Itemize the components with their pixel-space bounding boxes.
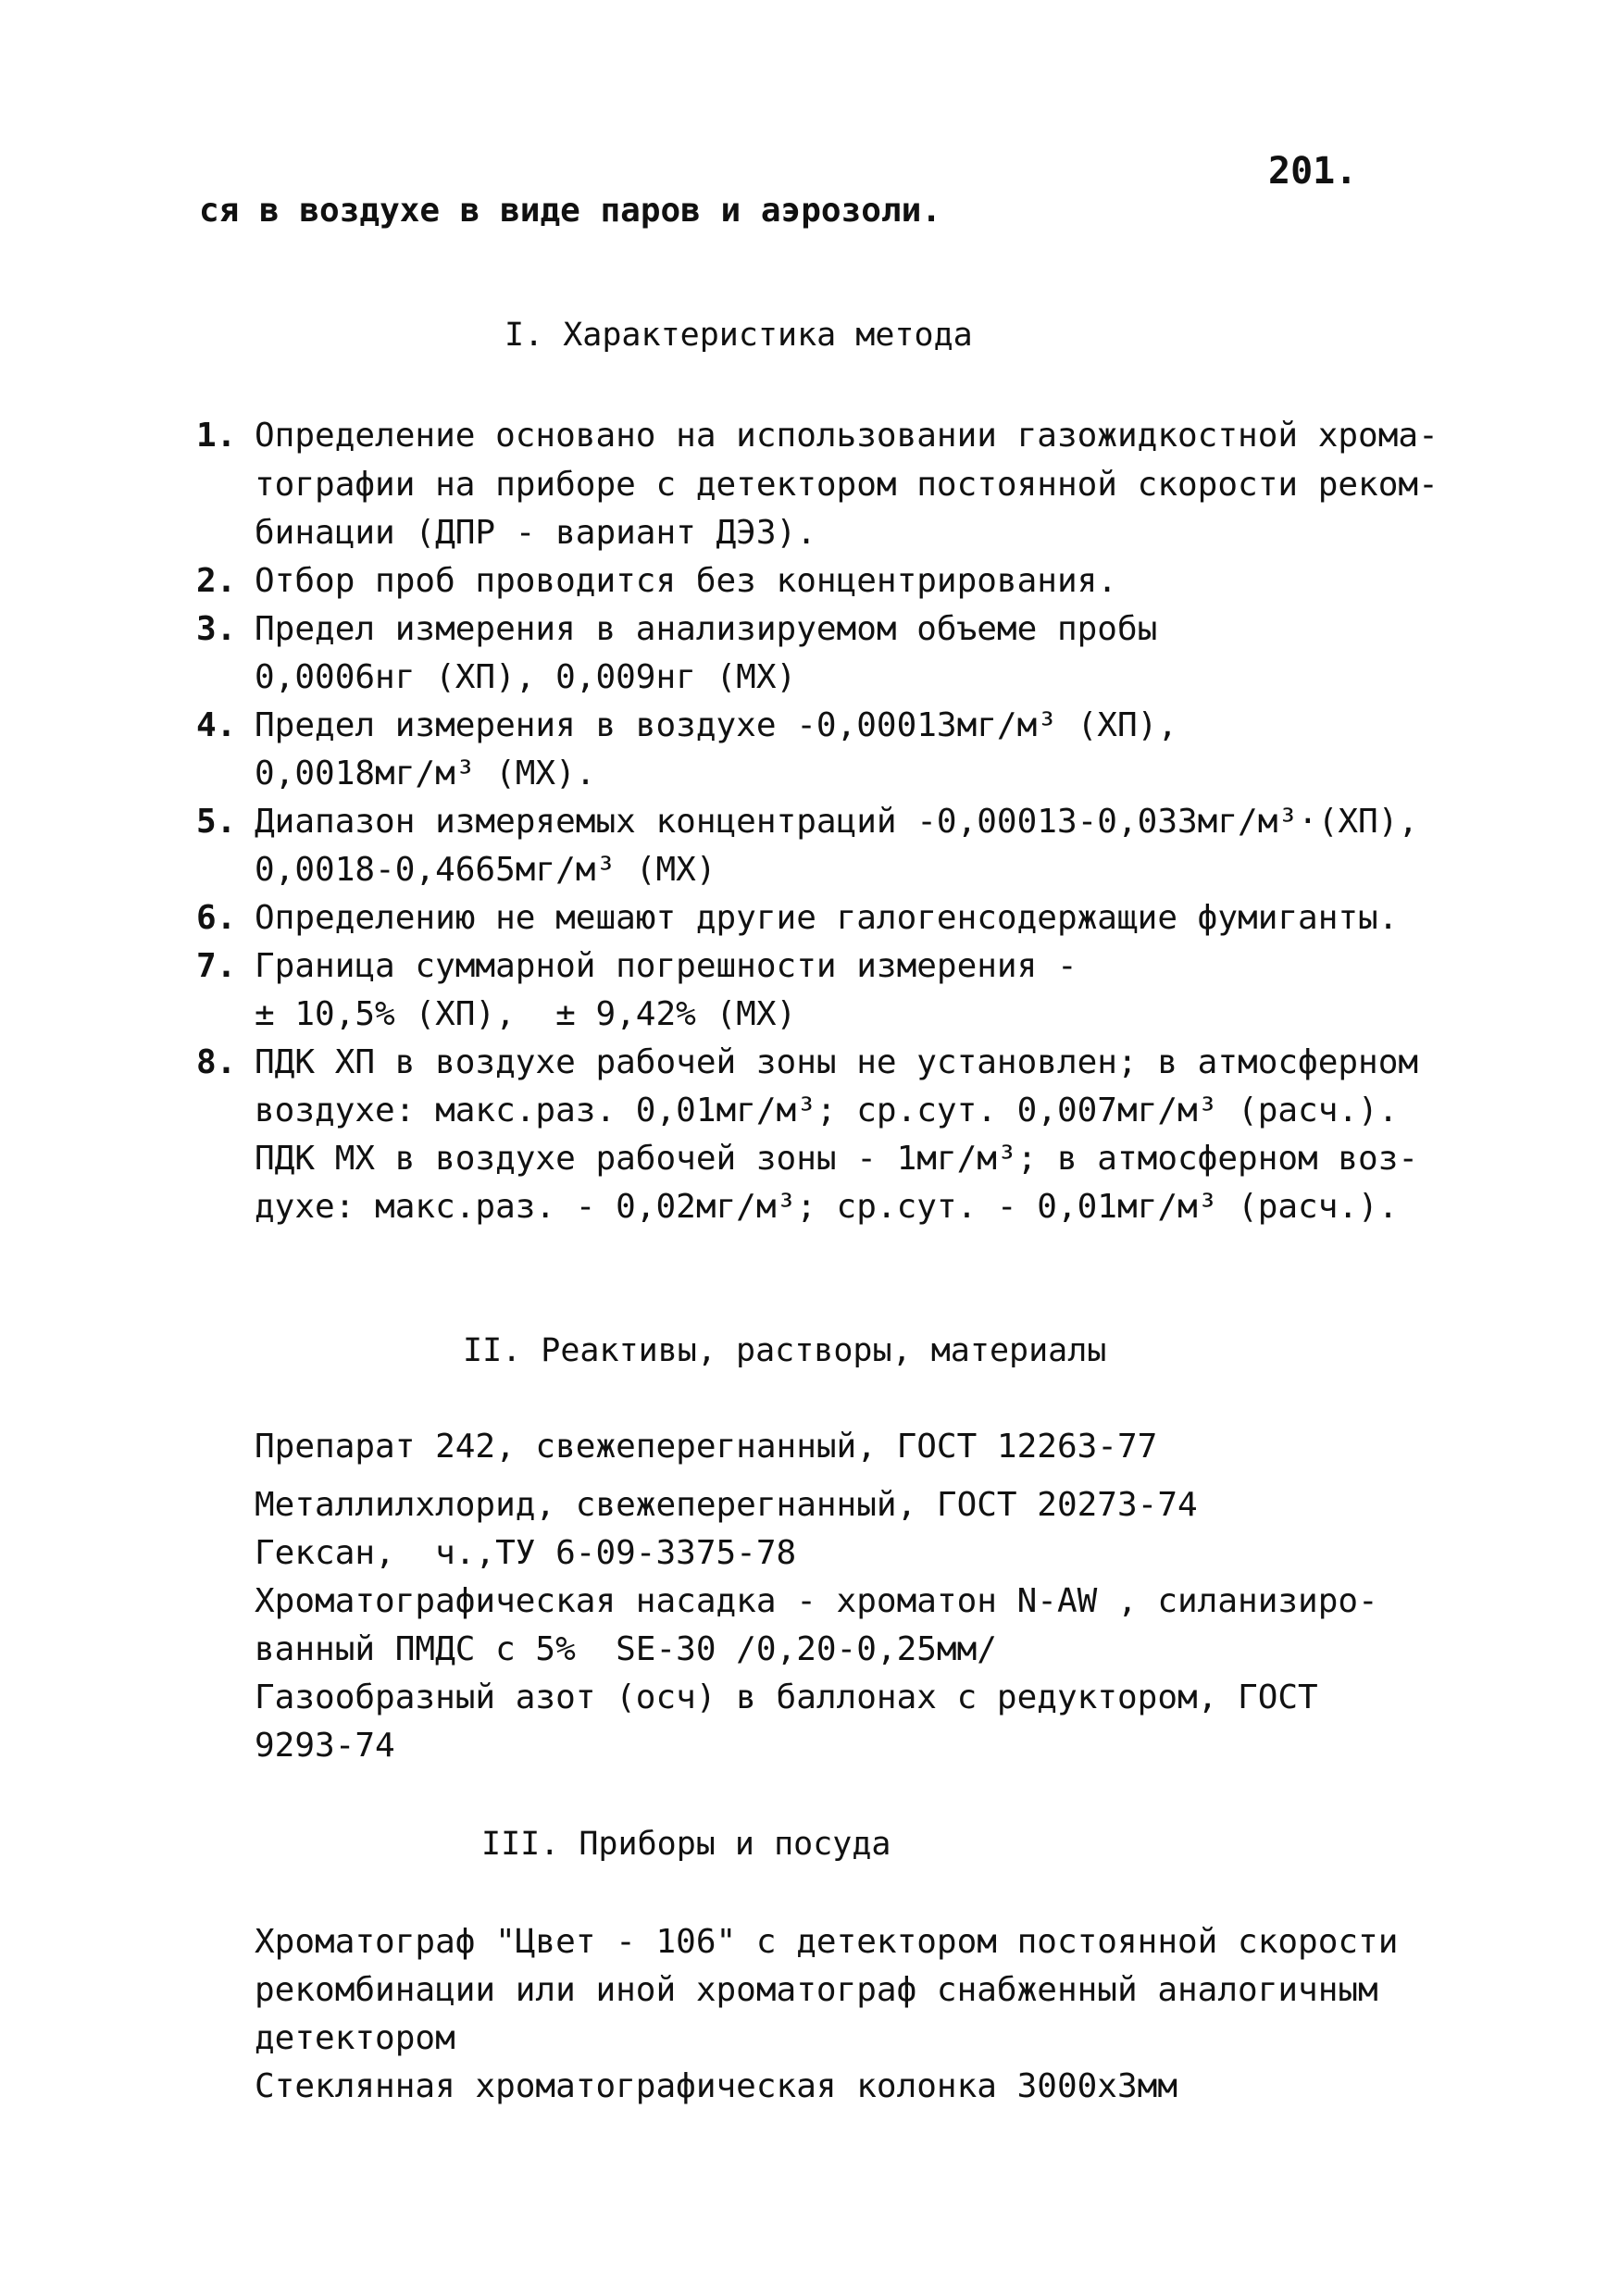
equipment-line: детектором bbox=[255, 2019, 455, 2057]
item-line: Диапазон измеряемых концентраций -0,00013-0,033мг/м³·(ХП), bbox=[255, 803, 1419, 841]
item-line: 0,0006нг (ХП), 0,009нг (МХ) bbox=[255, 658, 797, 696]
item-line: бинации (ДПР - вариант ДЭЗ). bbox=[255, 514, 816, 552]
item-number: 3. bbox=[196, 610, 237, 648]
item-line: духе: макс.раз. - 0,02мг/м³; ср.сут. - 0,01мг/м³ (расч.). bbox=[255, 1188, 1399, 1226]
material-line: Хроматографическая насадка - хроматон N-AW , силанизиро- bbox=[255, 1582, 1378, 1620]
material-line: 9293-74 bbox=[255, 1727, 395, 1765]
item-number: 2. bbox=[196, 562, 237, 600]
item-line: 0,0018мг/м³ (МХ). bbox=[255, 755, 596, 792]
material-line: ванный ПМДС с 5% SE-30 /0,20-0,25мм/ bbox=[255, 1630, 997, 1668]
material-line: Газообразный азот (осч) в баллонах с редуктором, ГОСТ bbox=[255, 1678, 1318, 1716]
item-line: 0,0018-0,4665мг/м³ (МХ) bbox=[255, 851, 716, 889]
item-line: ПДК ХП в воздухе рабочей зоны не установлен; в атмосферном bbox=[255, 1043, 1419, 1081]
material-line: Гексан, ч.,ТУ 6-09-3375-78 bbox=[255, 1534, 797, 1572]
section-3-title: III. Приборы и посуда bbox=[481, 1826, 891, 1863]
page-number: 201. bbox=[1268, 150, 1358, 193]
item-line: Определению не мешают другие галогенсодержащие фумиганты. bbox=[255, 899, 1399, 937]
material-line: Металлилхлорид, свежеперегнанный, ГОСТ 20273-74 bbox=[255, 1486, 1198, 1524]
item-line: Предел измерения в анализируемом объеме пробы bbox=[255, 610, 1158, 648]
item-number: 6. bbox=[196, 899, 237, 937]
item-line: Граница суммарной погрешности измерения - bbox=[255, 947, 1078, 985]
equipment-line: рекомбинации или иной хроматограф снабженный аналогичным bbox=[255, 1971, 1378, 2009]
item-line: ПДК МХ в воздухе рабочей зоны - 1мг/м³; в атмосферном воз- bbox=[255, 1140, 1419, 1178]
item-number: 5. bbox=[196, 803, 237, 841]
item-line: тографии на приборе с детектором постоянной скорости реком- bbox=[255, 466, 1439, 504]
item-line: Отбор проб проводится без концентрирования. bbox=[255, 562, 1117, 600]
item-number: 8. bbox=[196, 1043, 237, 1081]
material-line: Препарат 242, свежеперегнанный, ГОСТ 12263-77 bbox=[255, 1428, 1158, 1466]
item-line: воздухе: макс.раз. 0,01мг/м³; ср.сут. 0,007мг/м³ (расч.). bbox=[255, 1092, 1399, 1129]
item-line: Определение основано на использовании газожидкостной хрома- bbox=[255, 417, 1439, 455]
item-number: 4. bbox=[196, 706, 237, 744]
item-number: 1. bbox=[196, 417, 237, 455]
section-1-title: I. Характеристика метода bbox=[505, 317, 973, 354]
item-number: 7. bbox=[196, 947, 237, 985]
intro-line: ся в воздухе в виде паров и аэрозоли. bbox=[199, 192, 941, 230]
item-line: ± 10,5% (ХП), ± 9,42% (МХ) bbox=[255, 995, 797, 1033]
equipment-line: Стеклянная хроматографическая колонка 3000х3мм bbox=[255, 2067, 1177, 2105]
section-2-title: II. Реактивы, растворы, материалы bbox=[463, 1332, 1107, 1369]
item-line: Предел измерения в воздухе -0,00013мг/м³ (ХП), bbox=[255, 706, 1177, 744]
equipment-line: Хроматограф "Цвет - 106" с детектором постоянной скорости bbox=[255, 1923, 1399, 1961]
